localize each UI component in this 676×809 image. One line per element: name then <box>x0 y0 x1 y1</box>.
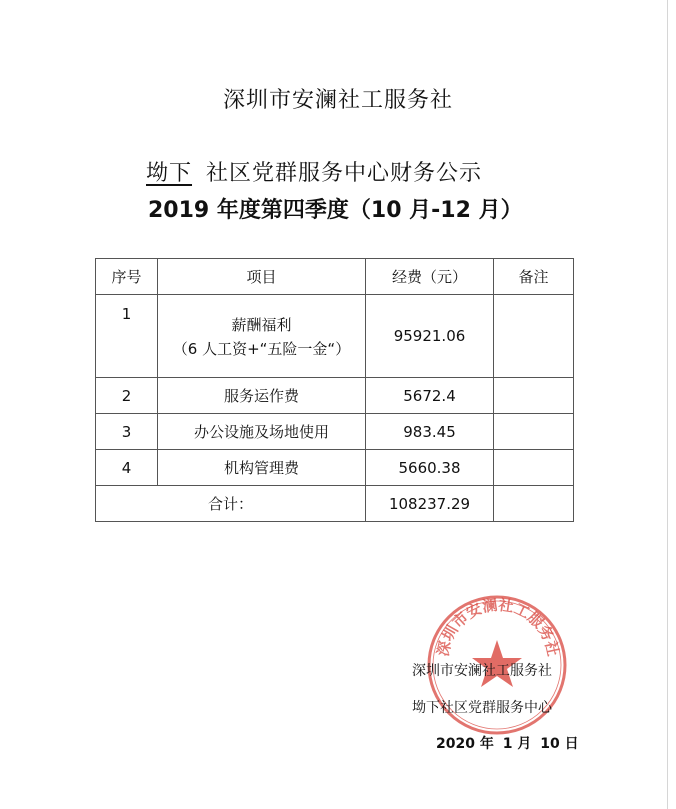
date-month: 1 月 <box>502 736 532 752</box>
finance-table <box>95 258 574 522</box>
column-header-item: 项目 <box>158 259 366 295</box>
row-amount: 5660.38 <box>366 450 494 486</box>
total-amount: 108237.29 <box>366 486 494 522</box>
signature-date <box>436 733 583 753</box>
date-day: 10 日 <box>540 736 579 752</box>
community-name: 坳下 <box>146 161 193 186</box>
table-row <box>96 295 574 378</box>
row-item: 机构管理费 <box>158 450 366 486</box>
row-remark <box>494 414 574 450</box>
row-index: 1 <box>96 295 158 378</box>
row-index: 3 <box>96 414 158 450</box>
column-header-amount: 经费（元） <box>366 259 494 295</box>
seal-text-path: 深圳市安澜社工服务社 <box>433 595 563 658</box>
row-item: 办公设施及场地使用 <box>158 414 366 450</box>
table-total-row <box>96 486 574 522</box>
row-remark <box>494 295 574 378</box>
row-remark <box>494 450 574 486</box>
row-index: 4 <box>96 450 158 486</box>
column-header-index: 序号 <box>96 259 158 295</box>
total-remark <box>494 486 574 522</box>
column-header-remark: 备注 <box>494 259 574 295</box>
table-row <box>96 378 574 414</box>
report-title: 社区党群服务中心财务公示 <box>206 161 483 186</box>
row-amount: 5672.4 <box>366 378 494 414</box>
row-item: 服务运作费 <box>158 378 366 414</box>
total-label: 合计： <box>96 486 366 522</box>
row-item-note: （6 人工资+“五险一金“） <box>172 340 351 358</box>
date-year: 2020 年 <box>436 736 494 752</box>
row-item-label: 薪酬福利 <box>231 316 292 334</box>
table-row <box>96 414 574 450</box>
row-index: 2 <box>96 378 158 414</box>
signature-center: 坳下社区党群服务中心 <box>412 700 552 716</box>
row-item <box>158 295 366 378</box>
organization-title: 深圳市安澜社工服务社 <box>222 88 453 113</box>
row-remark <box>494 378 574 414</box>
table-row <box>96 450 574 486</box>
signature-organization: 深圳市安澜社工服务社 <box>412 663 552 679</box>
page-edge-line <box>667 0 668 809</box>
row-amount: 983.45 <box>366 414 494 450</box>
row-amount: 95921.06 <box>366 295 494 378</box>
report-title-line <box>140 156 482 187</box>
table-header-row <box>96 259 574 295</box>
report-period: 2019 年度第四季度（10 月-12 月） <box>148 198 523 223</box>
